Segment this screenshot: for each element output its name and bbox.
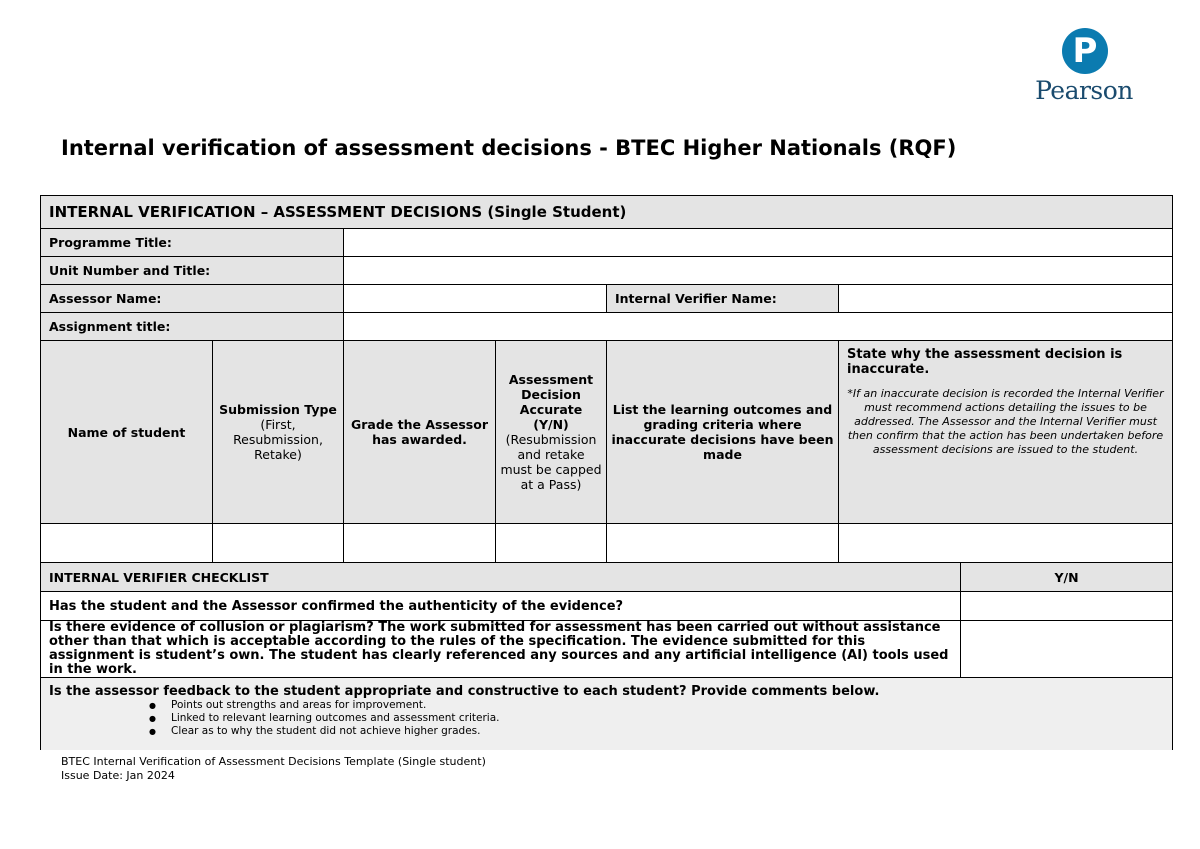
pearson-logo [1030,28,1138,108]
student-name-header: Name of student [41,341,213,524]
footer-issue-date: Issue Date: Jan 2024 [61,769,175,782]
grade-field[interactable] [344,524,496,568]
assessment-decisions-table [40,195,1173,568]
decision-accurate-field[interactable] [496,524,607,568]
verifier-checklist-table [40,562,1173,750]
learning-outcomes-header: List the learning outcomes and grading criteria where inaccurate decisions have been made [607,341,839,524]
programme-title-field[interactable] [344,229,1173,257]
feedback-bullet-list [49,699,1164,738]
assessor-name-field[interactable] [344,285,607,313]
student-name-field[interactable] [41,524,213,568]
internal-verifier-name-field[interactable] [839,285,1173,313]
inaccurate-reason-header [839,341,1173,524]
page-title: Internal verification of assessment decisions - BTEC Higher Nationals (RQF) [61,136,957,160]
submission-type-header [213,341,344,524]
pearson-logo-mark: P [1062,28,1108,74]
feedback-bullet: ● Points out strengths and areas for improvement. [149,699,1164,712]
submission-type-label: Submission Type [219,402,337,417]
submission-type-field[interactable] [213,524,344,568]
decisions-header: INTERNAL VERIFICATION – ASSESSMENT DECISIONS (Single Student) [41,196,1173,229]
decision-accurate-yn: (Y/N) [533,417,569,432]
grade-header: Grade the Assessor has awarded. [344,341,496,524]
feedback-bullet: ● Clear as to why the student did not achieve higher grades. [149,725,1164,738]
decision-accurate-header [496,341,607,524]
internal-verifier-name-label: Internal Verifier Name: [607,285,839,313]
checklist-plagiarism-question: Is there evidence of collusion or plagiarism? The work submitted for assessment has been carried out without assistance other than that which is acceptable according to the rules of the specification. The evidence submitted for this assignment is student’s own. The student has clearly referenced any sources and any artificial intelligence (AI) tools used in the work. [41,621,961,678]
checklist-authenticity-question: Has the student and the Assessor confirmed the authenticity of the evidence? [41,592,961,621]
checklist-yn-header: Y/N [961,563,1173,592]
footer-template-name: BTEC Internal Verification of Assessment Decisions Template (Single student) [61,755,486,768]
checklist-plagiarism-answer[interactable] [961,621,1173,678]
assignment-title-field[interactable] [344,313,1173,341]
unit-number-field[interactable] [344,257,1173,285]
checklist-authenticity-answer[interactable] [961,592,1173,621]
unit-number-label: Unit Number and Title: [41,257,344,285]
checklist-header: INTERNAL VERIFIER CHECKLIST [41,563,961,592]
learning-outcomes-field[interactable] [607,524,839,568]
inaccurate-reason-note: *If an inaccurate decision is recorded the Internal Verifier must recommend actions detailing the issues to be addressed. The Assessor and the Internal Verifier must then confirm that the action has been undertaken before assessment decisions are issued to the student. [847,387,1164,456]
document-footer [61,755,486,783]
checklist-feedback-section [41,678,1173,751]
inaccurate-reason-field[interactable] [839,524,1173,568]
programme-title-label: Programme Title: [41,229,344,257]
assignment-title-label: Assignment title: [41,313,344,341]
decision-accurate-note: (Resubmission and retake must be capped at a Pass) [500,432,602,492]
pearson-logo-word: Pearson [1035,76,1133,105]
submission-type-note: (First, Resubmission, Retake) [233,417,323,462]
feedback-bullet: ● Linked to relevant learning outcomes and assessment criteria. [149,712,1164,725]
inaccurate-reason-title: State why the assessment decision is inaccurate. [847,347,1123,377]
decision-accurate-label: Assessment Decision Accurate [508,372,594,417]
assessor-name-label: Assessor Name: [41,285,344,313]
checklist-feedback-question: Is the assessor feedback to the student appropriate and constructive to each student? Provide comments below. [49,684,880,699]
